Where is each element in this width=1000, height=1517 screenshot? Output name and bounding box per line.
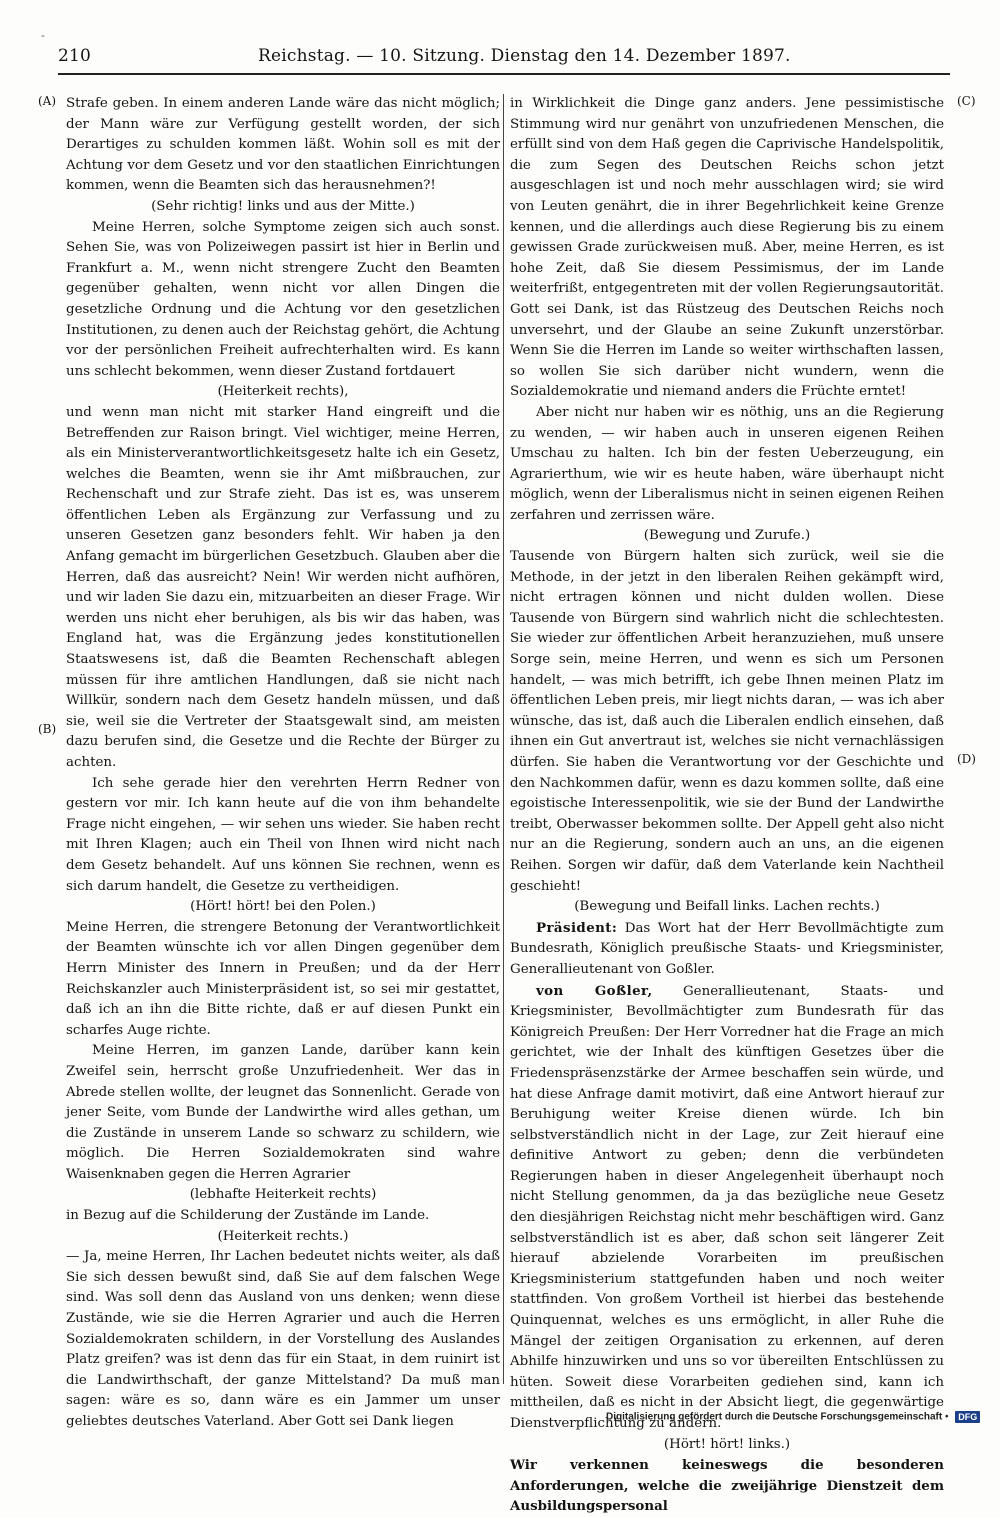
paragraph: Meine Herren, im ganzen Lande, darüber kann kein Zweifel sein, herrscht große Unzufriedenheit. Wer das in Abrede stellen wollte, der leugnet das Sonnenlicht. Gerade von jener Seite, vom Bunde der Landwirthe wird alles gethan, um die Zustände in unserem Lande so schwarz zu schildern, wie möglich. Die Herren Sozialdemokraten sind wahre Waisenknaben gegen die Herren Agrarier xyxy=(66,1043,500,1182)
header-rule xyxy=(58,73,950,75)
paragraph: Tausende von Bürgern halten sich zurück, weil sie die Methode, in der jetzt in den liberalen Reihen gekämpft wird, nicht ertragen können und nicht dulden wollen. Diese Tausende von Bürgern sind wahrlich nicht die schlechtesten. Sie wieder zur öffentlichen Arbeit heranzuziehen, muß unsere Sorge sein, meine Herren, und wenn es sich um Personen handelt, — was mich betrifft, ich gebe Ihnen meinen Platz im öffentlichen Leben preis, mir liegt nichts daran, — was ich aber wünsche, das ist, daß auch die Liberalen endlich einsehen, daß ihnen ein Gut anvertraut ist, welches sie nicht vernachlässigen dürfen. Sie haben die Verantwortung vor der Geschichte und den Nachkommen dafür, wenn es dazu kommen sollte, daß eine egoistische Interessenpolitik, wie sie der Bund der Landwirthe treibt, Oberwasser bekommen sollte. Der Appell geht also nicht nur an die Regierung, sondern auch an uns, an die eigenen Reihen. Sorgen wir dafür, daß dem Vaterlande kein Nachtheil geschieht! xyxy=(510,549,944,894)
margin-mark-c: (C) xyxy=(957,94,976,108)
paragraph: und wenn man nicht mit starker Hand eingreift und die Betreffenden zur Raison bringt. Viel wichtiger, meine Herren, als ein Ministerverantwortlichkeitsgesetz halte ich ein Gesetz, welches die Beamten, wenn sie ihr Amt mißbrauchen, zur Rechenschaft und zur Strafe zieht. Das ist es, was unserem öffentlichen Leben als Ergänzung zur Verfassung und zu unseren Gesetzen ganz besonders fehlt. Wir haben ja den Anfang gemacht im bürgerlichen Gesetzbuch. Glauben aber die Herren, daß das ausreicht? Nein! Wir werden nicht aufhören, und wir laden Sie dazu ein, mitzuarbeiten an dieser Frage. Wir werden uns nicht eher beruhigen, als bis wir das haben, was England hat, was die Ergänzung jedes konstitutionellen Staatswesens ist, daß die Beamten Rechenschaft ablegen müssen für ihre amtlichen Handlungen, daß sie nicht nach Willkür, sondern nach dem Gesetz handeln müssen, und daß sie, weil sie die Vertreter der Staatsgewalt sind, am meisten dazu berufen sind, die Gesetze und die Rechte der Bürger zu achten. xyxy=(66,404,500,770)
speech-paragraph xyxy=(510,981,944,1435)
margin-mark-a: (A) xyxy=(38,94,57,108)
speaker-name: von Goßler, xyxy=(536,982,653,999)
interjection: (Bewegung und Zurufe.) xyxy=(643,528,811,544)
margin-mark-d: (D) xyxy=(957,752,976,766)
interjection: (Heiterkeit rechts), xyxy=(217,384,349,400)
paragraph: Meine Herren, solche Symptome zeigen sich auch sonst. Sehen Sie, was von Polizeiwegen passirt ist hier in Berlin und Frankfurt a. M., wenn nicht strengere Zucht den Beamten gegenüber gehalten, wenn nicht vor allen Dingen die gesetzliche Ordnung und die Achtung vor den gesetzlichen Institutionen, zu denen auch der Reichstag gehört, die Achtung vor der persönlichen Freiheit aufrechterhalten wird. Es kann uns schlecht bekommen, wenn dieser Zustand fortdauert xyxy=(66,219,500,379)
paragraph: Aber nicht nur haben wir es nöthig, uns an die Regierung zu wenden, — wir haben auch in unseren eigenen Reihen Umschau zu halten. Ich bin der festen Ueberzeugung, ein Agrarierthum, wie wir es heute haben, wäre überhaupt nicht möglich, wenn der Liberalismus nicht in seinen eigenen Reihen zerfahren und zerrissen wäre. xyxy=(510,404,944,523)
interjection: (Hört! hört! bei den Polen.) xyxy=(190,899,376,915)
speech-text: Das Wort hat der Herr Bevollmächtigte zum Bundesrath, Königlich preußische Staats- und Kriegsminister, Generallieutenant von Goßler. xyxy=(510,920,944,977)
dfg-logo-icon: DFG xyxy=(955,1411,980,1423)
speech-paragraph xyxy=(510,918,944,981)
emphasized-paragraph: Wir verkennen keineswegs die besonderen Anforderungen, welche die zweijährige Dienstzeit dem Ausbildungspersonal xyxy=(510,1457,944,1515)
page-header xyxy=(58,44,950,72)
running-title: Reichstag. — 10. Sitzung. Dienstag den 14. Dezember 1897. xyxy=(258,46,791,66)
footer xyxy=(606,1411,980,1423)
interjection: (Heiterkeit rechts.) xyxy=(217,1228,349,1244)
interjection: (Sehr richtig! links und aus der Mitte.) xyxy=(151,198,415,214)
footer-separator: • xyxy=(944,1411,949,1423)
paragraph: in Wirklichkeit die Dinge ganz anders. Jene pessimistische Stimmung wird nur genährt von unzufriedenen Menschen, die erfüllt sind von dem Haß gegen die Caprivische Handelspolitik, die zum Segen des Deutschen Reichs schon jetzt ausgeschlagen ist und noch mehr ausschlagen wird; sie wird von Leuten genährt, die in ihrer Begehrlichkeit keine Grenze kennen, und die allerdings auch diese Regierung bis zu einem gewissen Grade zurückweisen muß. Aber, meine Herren, es ist hohe Zeit, daß Sie diesem Pessimismus, der im Lande weiterfrißt, entgegentreten mit der vollen Regierungsautorität. Gott sei Dank, ist das Rüstzeug des Deutschen Reichs noch unversehrt, und der Glaube an seine Zukunft unzerstörbar. Wenn Sie die Herren im Lande so weiter wirthschaften lassen, so wollen Sie sich darüber nicht wundern, wenn die Sozialdemokratie und niemand anders die Früchte erntet! xyxy=(510,96,944,400)
speech-text: Generallieutenant, Staats- und Kriegsminister, Bevollmächtigter zum Bundesrath für das Königreich Preußen: Der Herr Vorredner hat die Frage an mich gerichtet, wie der Inhalt des künftigen Gesetzes über die Friedenspräsenzstärke der Armee beschaffen sein würde, und hat diese Anfrage damit motivirt, daß eine Antwort hierauf zur Beruhigung weiter Kreise dienen würde. Ich bin selbstverständlich nicht in der Lage, zur Zeit hierauf eine definitive Antwort zu geben; denn die verbündeten Regierungen haben in dieser Angelegenheit überhaupt noch nicht Stellung genommen, da ja das bezügliche neue Gesetz den diesjährigen Reichstag nicht mehr beschäftigen wird. Ganz selbstverständlich ist es aber, daß schon seit längerer Zeit hierauf abzielende Vorarbeiten im preußischen Kriegsministerium stattgefunden haben und noch weiter stattfinden. Von großem Vortheil ist hierbei das bestehende Quinquennat, welches es uns ermöglicht, in aller Ruhe die Mängel der zeitigen Organisation zu erkennen, auf deren Abhilfe hinzuwirken und uns so vor übereilten Entschlüssen zu hüten. Soweit diese Vorarbeiten gediehen sind, kann ich mittheilen, daß es nicht in der Absicht liegt, die gegenwärtige Dienstverpflichtung zu ändern. xyxy=(510,983,944,1431)
paragraph: Strafe geben. In einem anderen Lande wäre das nicht möglich; der Mann wäre zur Verfügung gestellt worden, der sich Derartiges zu schulden kommen läßt. Wohin soll es mit der Achtung vor dem Gesetz und vor den staatlichen Einrichtungen kommen, wenn die Beamten sich das herausnehmen?! xyxy=(66,96,500,194)
paragraph: in Bezug auf die Schilderung der Zustände im Lande. xyxy=(66,1208,430,1224)
page-number: 210 xyxy=(58,46,92,66)
corner-mark: - xyxy=(41,29,45,42)
paragraph: Meine Herren, die strengere Betonung der Verantwortlichkeit der Beamten wünschte ich vor allen Dingen gegenüber dem Herrn Minister des Innern in Preußen; und da der Herr Reichskanzler auch Ministerpräsident ist, so sei mir gestattet, daß ich an ihn die Bitte richte, daß er auf diesen Punkt ein scharfes Auge richte. xyxy=(66,919,500,1038)
left-column xyxy=(66,94,500,1429)
paragraph: Ich sehe gerade hier den verehrten Herrn Redner von gestern vor mir. Ich kann heute auf die von ihm behandelte Frage nicht eingehen, — wir sehen uns wieder. Sie haben recht mit Ihren Klagen; auch ein Theil von Ihnen wird nicht nach dem Gesetz behandelt. Auf uns können Sie rechnen, wenn es sich darum handelt, die Gesetze zu vertheidigen. xyxy=(66,775,500,894)
speaker-name: Präsident: xyxy=(536,919,618,936)
interjection: (Bewegung und Beifall links. Lachen rechts.) xyxy=(574,899,880,915)
interjection: (lebhafte Heiterkeit rechts) xyxy=(189,1187,377,1203)
paragraph: — Ja, meine Herren, Ihr Lachen bedeutet nichts weiter, als daß Sie sich dessen bewußt sind, daß Sie auf dem falschen Wege sind. Was soll denn das Ausland von uns denken; wenn diese Zustände, wie sie die Herren Agrarier und auch die Herren Sozialdemokraten schildern, in der Vorstellung des Auslandes Platz greifen? was ist denn das für ein Staat, in dem ruinirt ist die Landwirthschaft, der ganze Mittelstand? Da muß man sagen: wäre es so, dann wäre es ein Jammer um unser geliebtes deutsches Vaterland. Aber Gott sei Dank liegen xyxy=(66,1249,500,1429)
funding-note: Digitalisierung gefördert durch die Deutsche Forschungsgemeinschaft xyxy=(606,1411,943,1423)
margin-mark-b: (B) xyxy=(38,722,57,736)
column-rule xyxy=(503,94,504,1384)
interjection: (Hört! hört! links.) xyxy=(663,1436,791,1452)
